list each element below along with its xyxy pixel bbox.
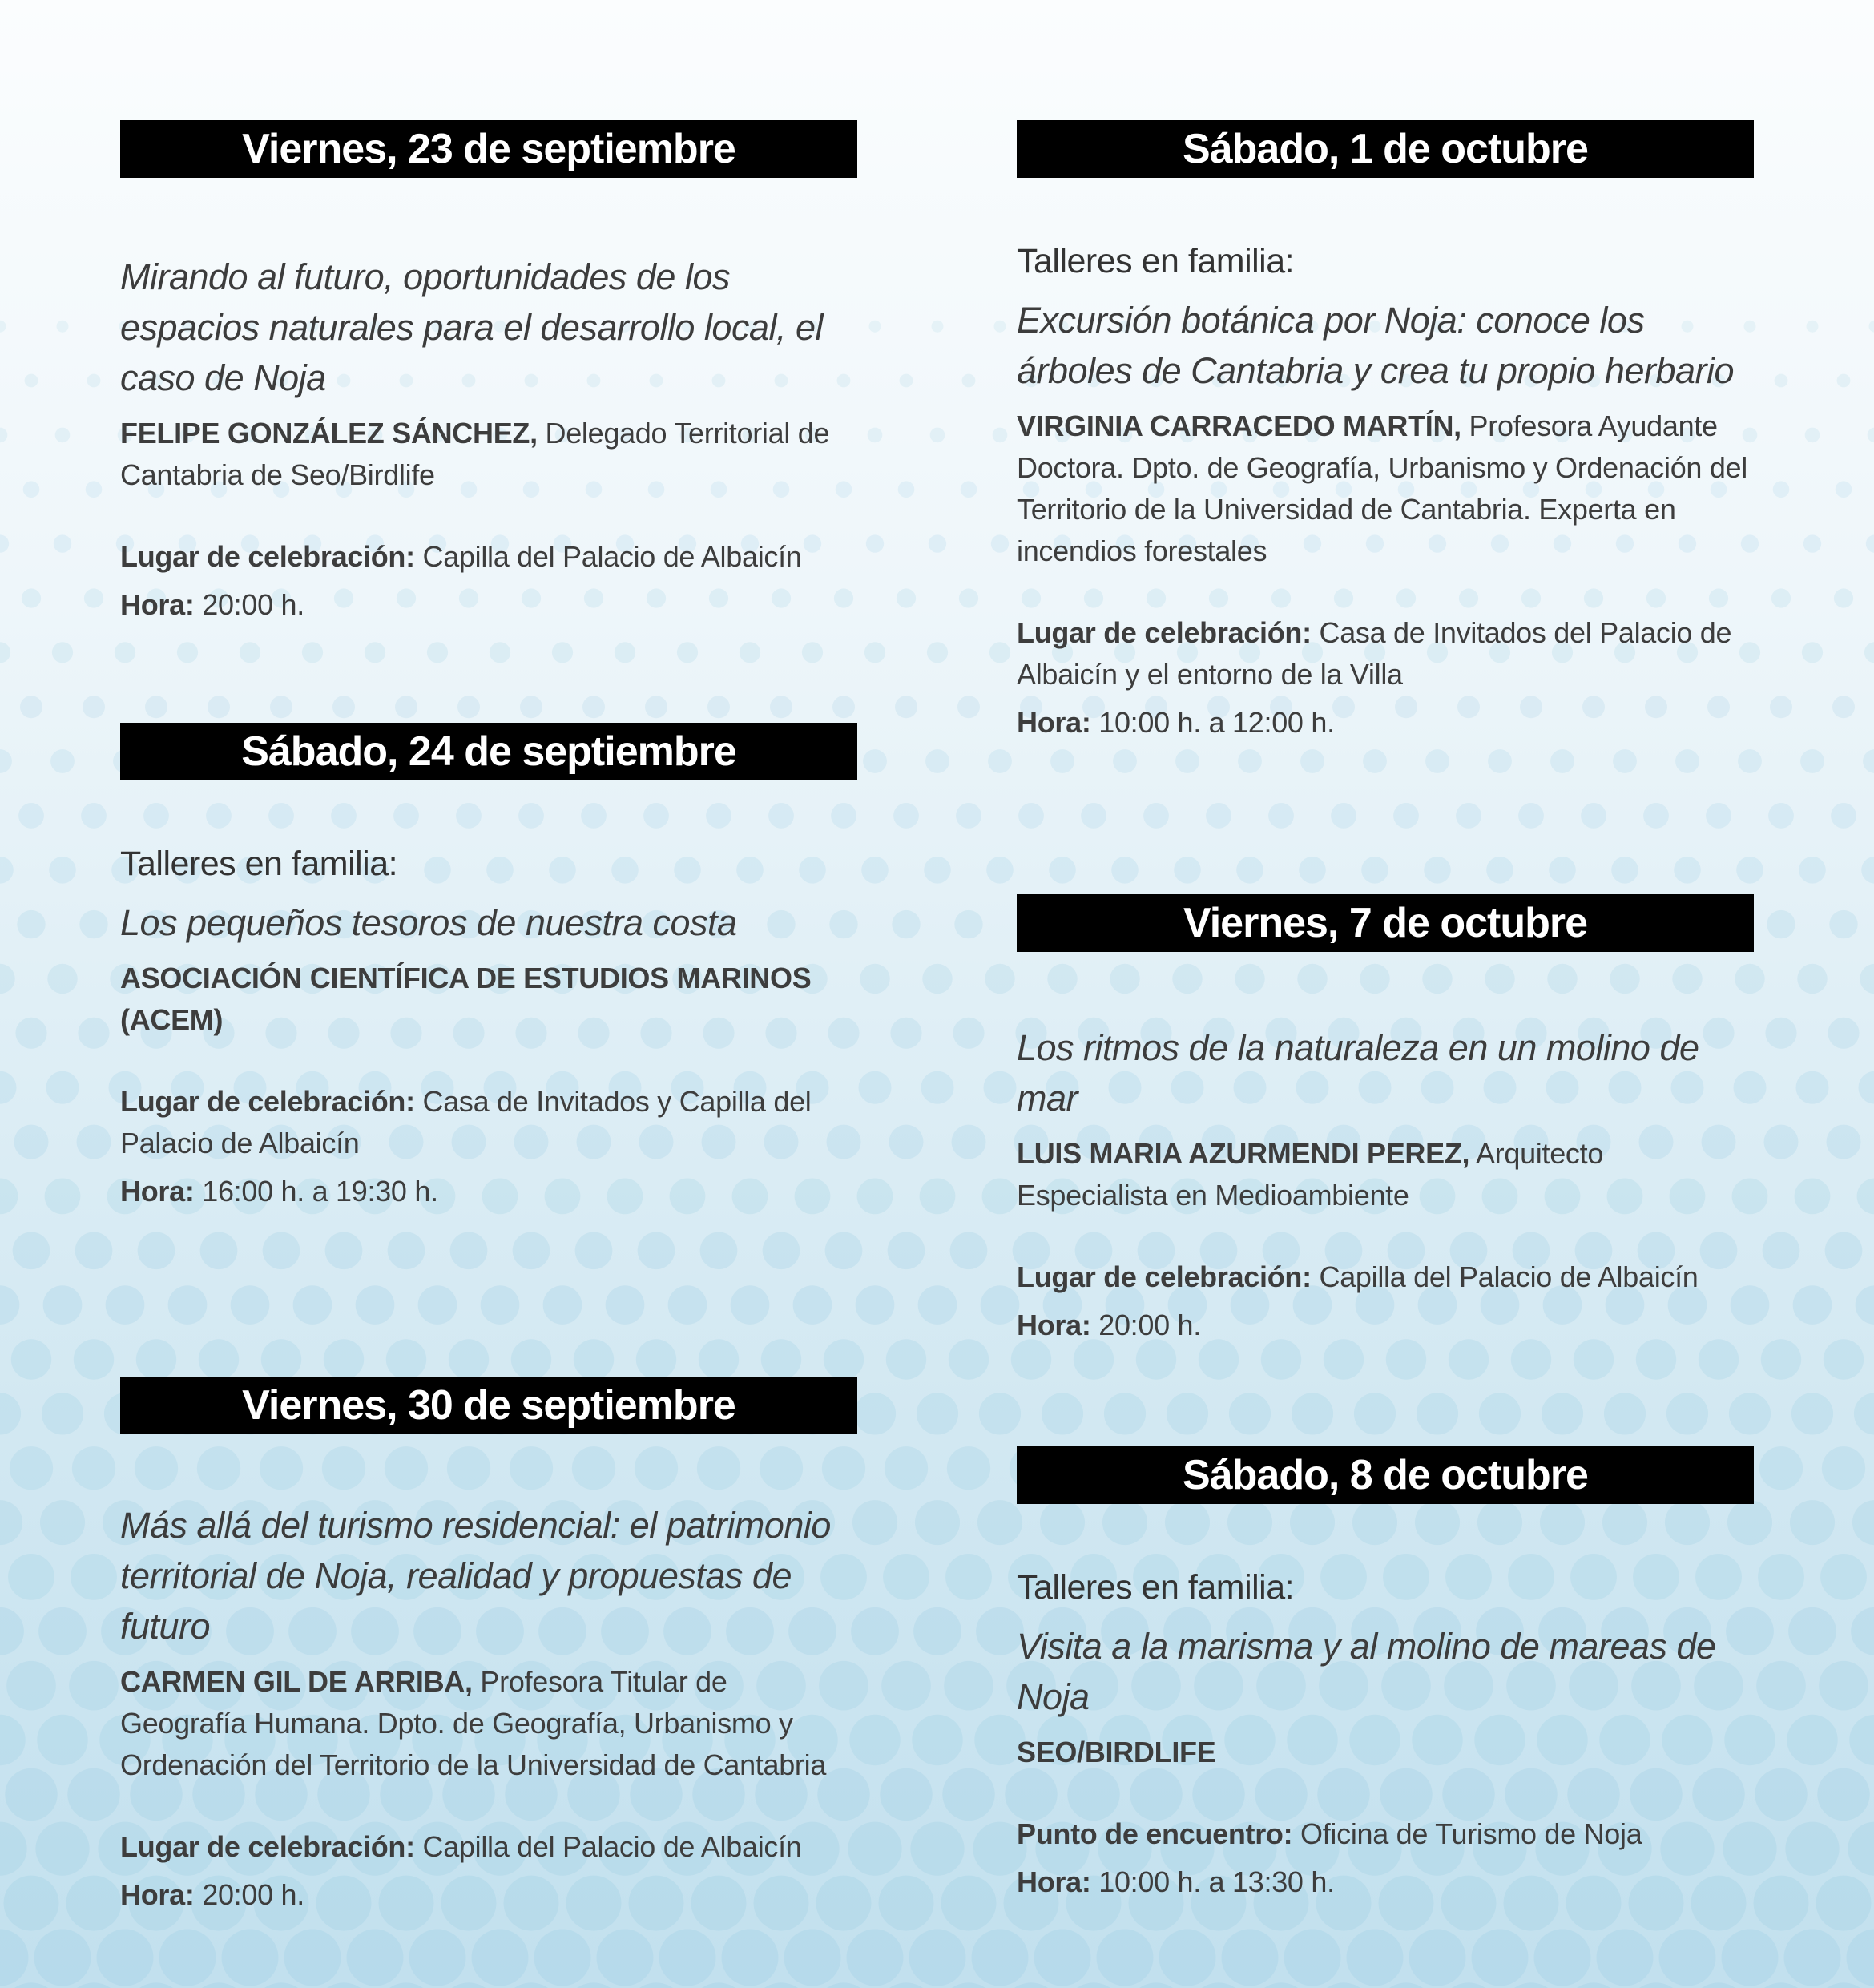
location-label: Lugar de celebración: [1017,1260,1312,1293]
speaker-name: VIRGINIA CARRACEDO MARTÍN, [1017,409,1461,442]
time-value: 20:00 h. [194,1878,304,1911]
event-2022-10-07 [1017,894,1754,1353]
time-value: 10:00 h. a 12:00 h. [1090,706,1335,739]
speaker-role: Profesora Titular de Geografía Humana. Dpto. de Geografía, Urbanismo y Ordenación del Territorio de la Universidad de Cantabria [120,1665,827,1781]
speaker-name: LUIS MARIA AZURMENDI PEREZ, [1017,1137,1470,1170]
time-value: 20:00 h. [1090,1309,1201,1341]
time-label: Hora: [1017,1309,1091,1341]
location-row [120,1081,857,1164]
speaker [120,958,857,1041]
speaker-name: FELIPE GONZÁLEZ SÁNCHEZ, [120,417,538,450]
event-info [120,1826,857,1916]
time-value: 10:00 h. a 13:30 h. [1090,1865,1335,1898]
time-row [1017,1861,1754,1903]
location-label: Lugar de celebración: [120,1830,415,1863]
event-intro: Talleres en familia: [1017,1568,1295,1607]
speaker-name: CARMEN GIL DE ARRIBA, [120,1665,473,1698]
event-info [1017,1256,1754,1346]
time-row [120,1874,857,1916]
time-row [120,584,857,626]
event-title: Excursión botánica por Noja: conoce los árboles de Cantabria y crea tu propio herbario [1017,300,1735,391]
event-info [120,1081,857,1212]
location-label: Punto de encuentro: [1017,1817,1293,1850]
time-row [120,1171,857,1212]
location-value: Casa de Invitados del Palacio de Albaicín y el entorno de la Villa [1017,616,1732,691]
location-row [1017,612,1754,696]
event-2022-10-08 [1017,1446,1754,1909]
speaker [1017,1732,1754,1773]
speaker [120,413,857,496]
day-header: Sábado, 8 de octubre [1017,1446,1754,1504]
speaker-role: Profesora Ayudante Doctora. Dpto. de Geografía, Urbanismo y Ordenación del Territorio de la Universidad de Cantabria. Experta en incendios forestales [1017,409,1747,567]
location-value: Capilla del Palacio de Albaicín [414,540,802,573]
location-label: Lugar de celebración: [1017,616,1312,649]
location-value: Casa de Invitados y Capilla del Palacio de Albaicín [120,1085,812,1159]
speaker-role: Arquitecto Especialista en Medioambiente [1017,1137,1604,1212]
location-row [120,1826,857,1868]
event-title: Los pequeños tesoros de nuestra costa [120,902,737,943]
event-title: Mirando al futuro, oportunidades de los espacios naturales para el desarrollo local, el caso de Noja [120,256,824,398]
time-label: Hora: [1017,1865,1091,1898]
time-row [1017,1304,1754,1346]
time-value: 16:00 h. a 19:30 h. [194,1175,438,1208]
event-2022-09-30 [120,1377,857,1922]
location-row [120,536,857,578]
speaker-name: ASOCIACIÓN CIENTÍFICA DE ESTUDIOS MARINOS (ACEM) [120,962,812,1036]
day-header: Viernes, 23 de septiembre [120,120,857,178]
location-value: Oficina de Turismo de Noja [1292,1817,1642,1850]
event-intro: Talleres en familia: [120,845,398,883]
speaker [1017,405,1754,572]
time-label: Hora: [1017,706,1091,739]
event-2022-09-23 [120,120,857,632]
time-label: Hora: [120,588,195,621]
event-info [1017,612,1754,744]
day-header: Sábado, 24 de septiembre [120,723,857,780]
time-row [1017,702,1754,744]
location-label: Lugar de celebración: [120,1085,415,1118]
event-title: Los ritmos de la naturaleza en un molino de mar [1017,1027,1699,1119]
event-2022-09-24 [120,723,857,1219]
event-info [120,536,857,626]
location-row [1017,1813,1754,1855]
day-header: Viernes, 30 de septiembre [120,1377,857,1434]
location-label: Lugar de celebración: [120,540,415,573]
event-title: Más allá del turismo residencial: el patrimonio territorial de Noja, realidad y propuestas de futuro [120,1505,831,1647]
day-header: Sábado, 1 de octubre [1017,120,1754,178]
time-label: Hora: [120,1175,195,1208]
location-value: Capilla del Palacio de Albaicín [414,1830,802,1863]
time-value: 20:00 h. [194,588,304,621]
event-title: Visita a la marisma y al molino de mareas de Noja [1017,1626,1716,1717]
event-info [1017,1813,1754,1903]
speaker [120,1661,857,1786]
location-value: Capilla del Palacio de Albaicín [1311,1260,1699,1293]
speaker-role: Delegado Territorial de Cantabria de Seo/Birdlife [120,417,830,491]
location-row [1017,1256,1754,1298]
speaker-name: SEO/BIRDLIFE [1017,1736,1216,1768]
speaker [1017,1133,1754,1216]
event-2022-10-01 [1017,120,1754,750]
day-header: Viernes, 7 de octubre [1017,894,1754,952]
time-label: Hora: [120,1878,195,1911]
event-intro: Talleres en familia: [1017,242,1295,280]
